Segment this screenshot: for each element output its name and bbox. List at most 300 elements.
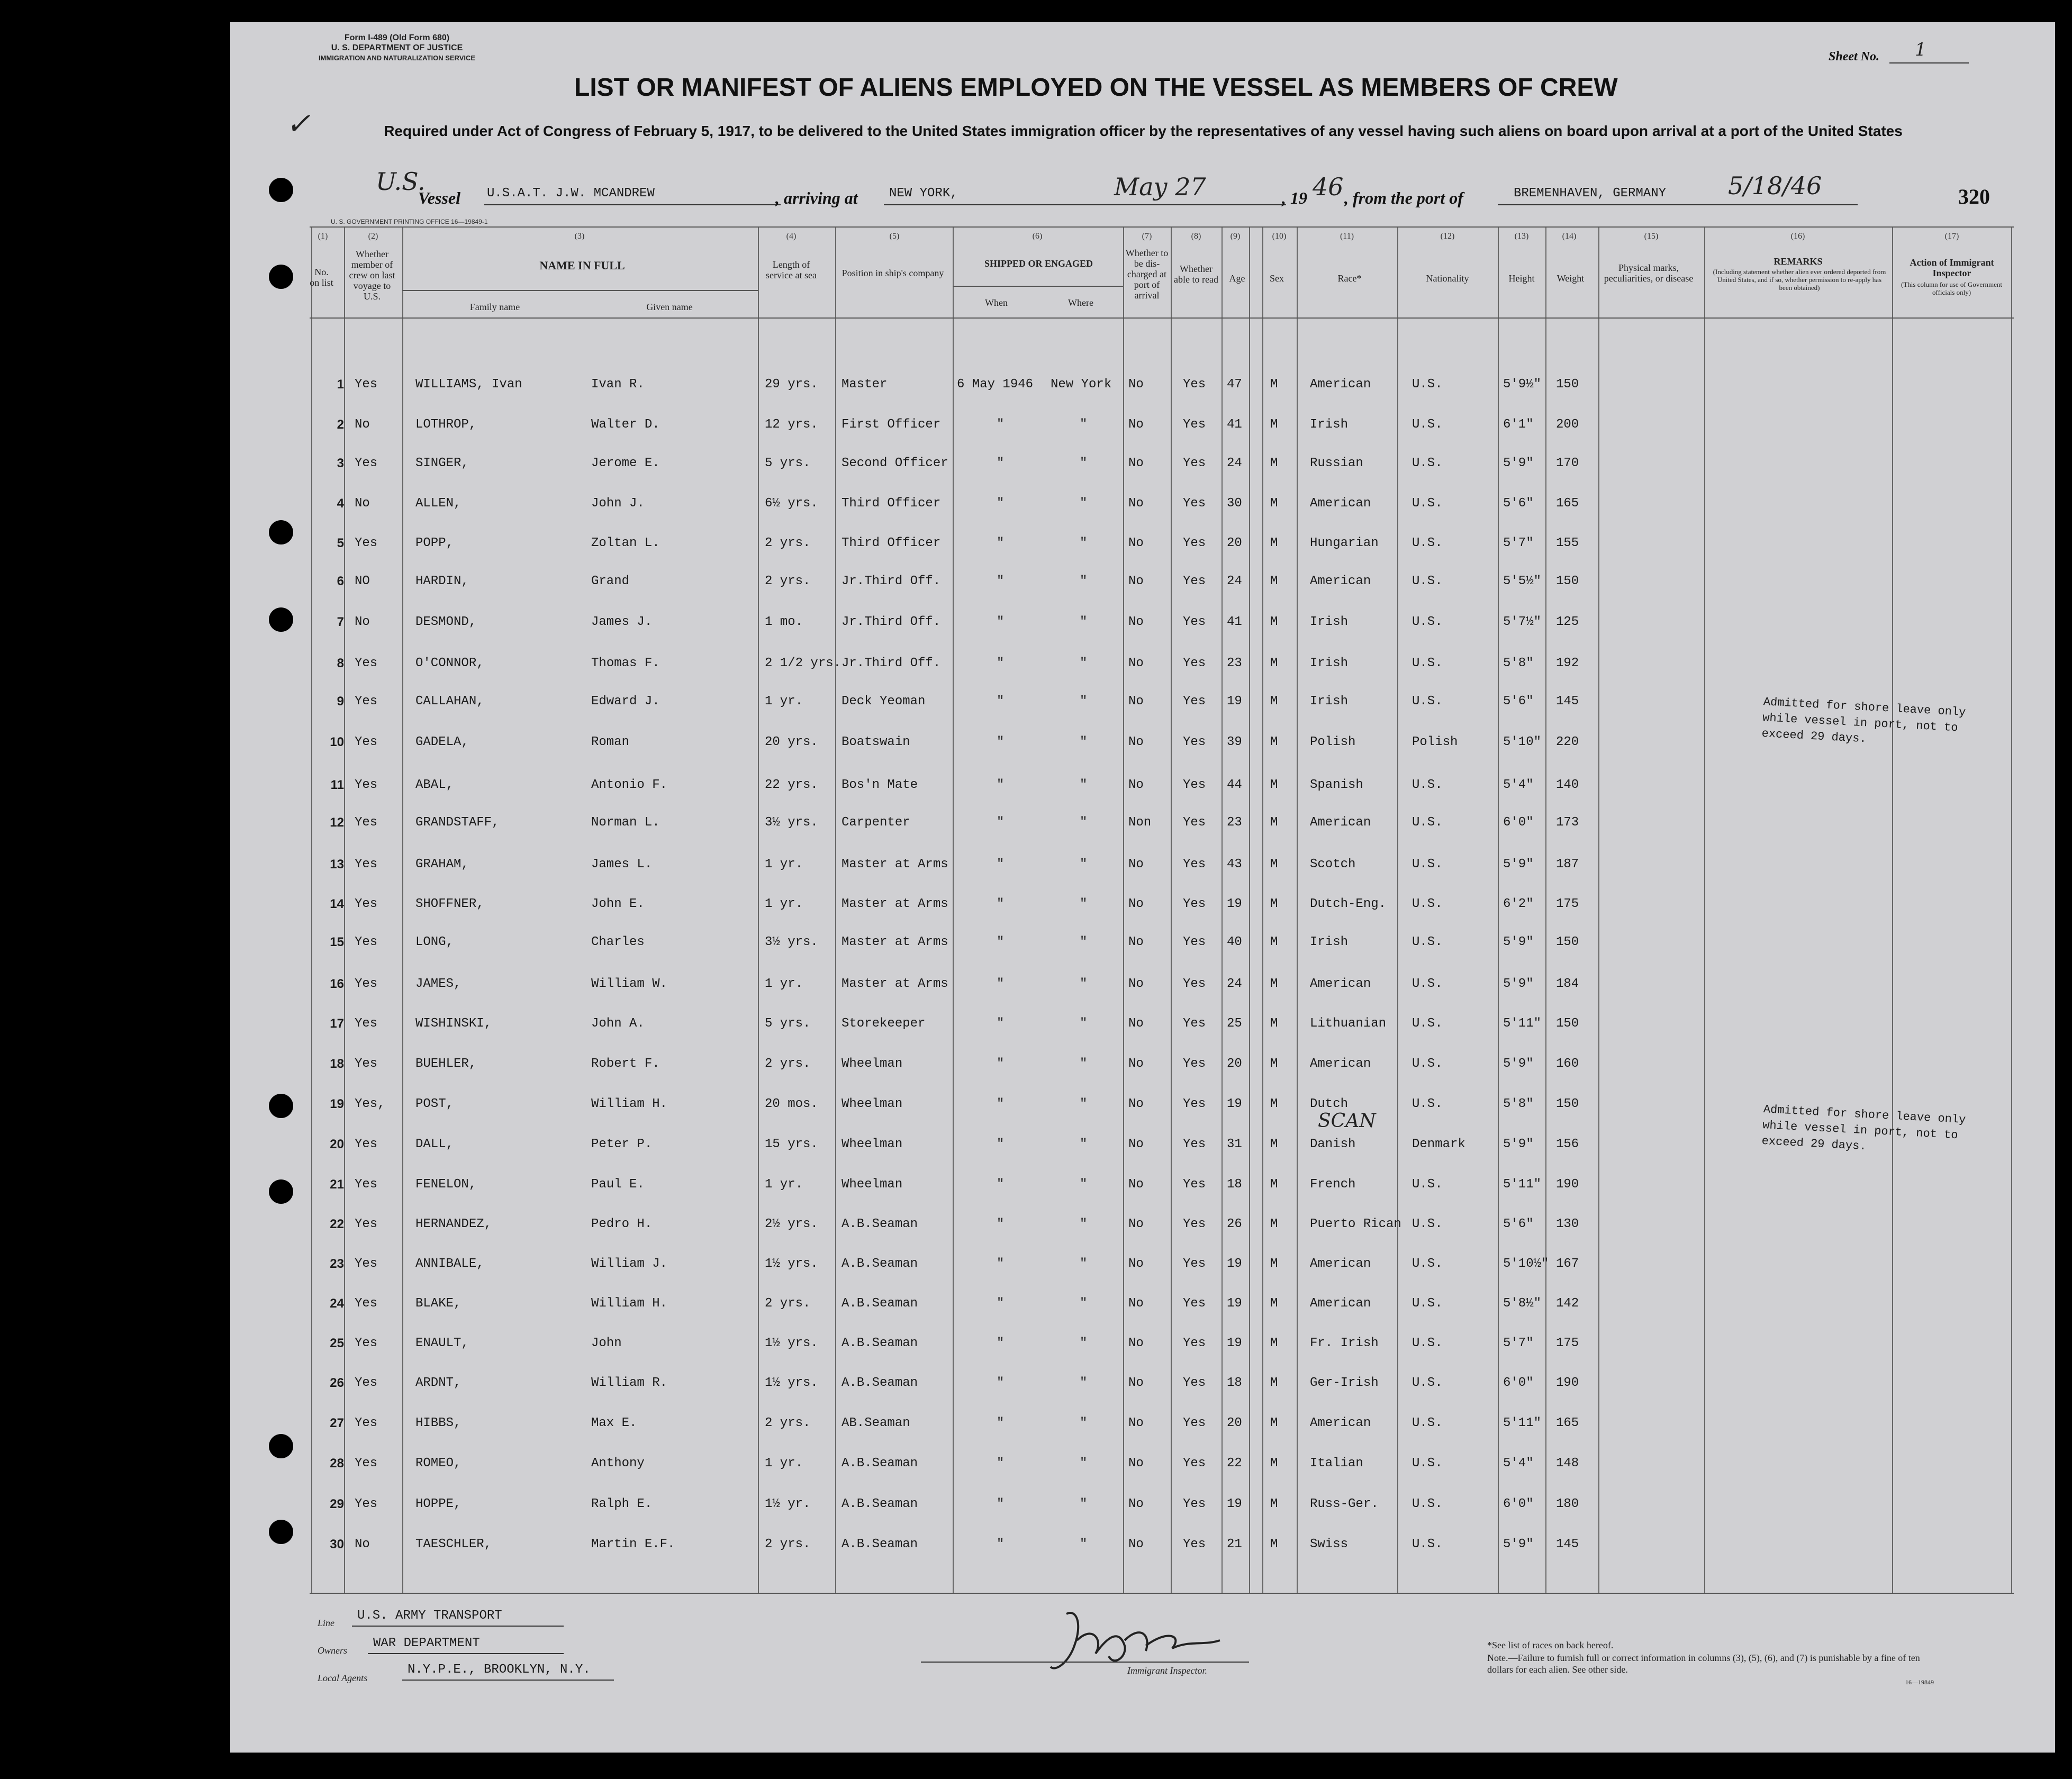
discharged-cell: No [1128, 377, 1144, 392]
weight-cell: 180 [1556, 1497, 1579, 1511]
when-cell: " [997, 1257, 1005, 1271]
discharged-cell: No [1128, 1137, 1144, 1151]
prev-voyage-cell: Yes [355, 857, 378, 872]
nationality-cell: U.S. [1412, 778, 1443, 792]
weight-cell: 167 [1556, 1257, 1579, 1271]
prev-voyage-cell: Yes [355, 536, 378, 550]
weight-cell: 170 [1556, 456, 1579, 470]
family-name-cell: DALL, [415, 1137, 454, 1151]
position-cell: A.B.Seaman [842, 1537, 918, 1551]
footer-agents-label: Local Agents [318, 1673, 368, 1683]
form-code: 16—19849 [1905, 1678, 1934, 1686]
when-cell: " [997, 857, 1005, 872]
column-number: (8) [1191, 232, 1201, 241]
when-cell: " [997, 456, 1005, 470]
given-name-cell: Max E. [591, 1416, 637, 1430]
nationality-cell: U.S. [1412, 496, 1443, 511]
age-cell: 24 [1227, 456, 1242, 470]
position-cell: A.B.Seaman [842, 1456, 918, 1471]
family-name-cell: ENAULT, [415, 1336, 469, 1350]
row-number: 22 [330, 1217, 344, 1231]
sex-cell: M [1270, 417, 1278, 432]
prev-voyage-cell: Yes [355, 815, 378, 830]
height-cell: 5'9" [1503, 456, 1534, 470]
service-length-cell: 3½ yrs. [765, 815, 818, 830]
where-cell: " [1080, 977, 1088, 991]
when-cell: " [997, 1016, 1005, 1031]
age-cell: 43 [1227, 857, 1242, 872]
weight-cell: 165 [1556, 1416, 1579, 1430]
able-read-cell: Yes [1183, 1537, 1206, 1551]
age-cell: 19 [1227, 1097, 1242, 1111]
sex-cell: M [1270, 1057, 1278, 1071]
header-remarks-note: (Including statement whether alien ever ordered deported from United States, and if so, whether permission to re-apply has been obtained) [1713, 268, 1886, 292]
able-read-cell: Yes [1183, 1376, 1206, 1390]
when-cell: 6 May 1946 [957, 377, 1034, 392]
remark-shore-leave-2: Admitted for shore leave only while vessel in port, not to exceed 29 days. [1761, 1103, 1966, 1154]
punch-hole [269, 1179, 293, 1204]
race-cell: Irish [1310, 656, 1349, 670]
nationality-cell: U.S. [1412, 1217, 1443, 1231]
service-length-cell: 2 yrs. [765, 1057, 811, 1071]
discharged-cell: No [1128, 1376, 1144, 1390]
height-cell: 5'6" [1503, 1217, 1534, 1231]
where-cell: " [1080, 496, 1088, 511]
height-cell: 5'4" [1503, 1456, 1534, 1471]
when-cell: " [997, 1217, 1005, 1231]
nationality-cell: U.S. [1412, 1296, 1443, 1311]
sex-cell: M [1270, 1257, 1278, 1271]
weight-cell: 140 [1556, 778, 1579, 792]
header-action: Action of Immigrant Inspector [1910, 257, 1994, 278]
given-name-cell: Charles [591, 935, 645, 949]
able-read-cell: Yes [1183, 1336, 1206, 1350]
position-cell: Second Officer [842, 456, 948, 470]
column-number: (6) [1032, 232, 1043, 241]
family-name-cell: POST, [415, 1097, 454, 1111]
family-name-cell: HOPPE, [415, 1497, 462, 1511]
column-number: (10) [1272, 232, 1287, 241]
weight-cell: 125 [1556, 615, 1579, 629]
row-number: 30 [330, 1537, 344, 1551]
year-handwritten: 46 [1313, 173, 1344, 201]
grid-vertical-line [1598, 226, 1599, 1593]
sheet-number: 1 [1915, 39, 1926, 60]
header-age: Age [1229, 273, 1245, 284]
grid-vertical-line [1498, 226, 1499, 1593]
row-number: 1 [337, 377, 344, 392]
able-read-cell: Yes [1183, 1257, 1206, 1271]
row-number: 24 [330, 1296, 344, 1311]
age-cell: 24 [1227, 977, 1242, 991]
position-cell: Third Officer [842, 536, 941, 550]
able-read-cell: Yes [1183, 536, 1206, 550]
nationality-cell: U.S. [1412, 1177, 1443, 1192]
given-name-cell: William H. [591, 1296, 668, 1311]
sex-cell: M [1270, 1137, 1278, 1151]
family-name-cell: GRANDSTAFF, [415, 815, 500, 830]
row-number: 16 [330, 977, 344, 991]
punch-hole [269, 1520, 293, 1544]
race-cell: Spanish [1310, 778, 1363, 792]
column-number: (17) [1944, 232, 1959, 241]
race-cell: Polish [1310, 735, 1356, 749]
weight-cell: 187 [1556, 857, 1579, 872]
weight-cell: 200 [1556, 417, 1579, 432]
where-cell: " [1080, 815, 1088, 830]
race-cell: Hungarian [1310, 536, 1379, 550]
weight-cell: 150 [1556, 377, 1579, 392]
prev-voyage-cell: Yes [355, 456, 378, 470]
prev-voyage-cell: Yes [355, 1257, 378, 1271]
grid-vertical-line [1171, 226, 1172, 1593]
service-length-cell: 1 yr. [765, 897, 803, 911]
service-length-cell: 29 yrs. [765, 377, 818, 392]
discharged-cell: No [1128, 1057, 1144, 1071]
height-cell: 6'2" [1503, 897, 1534, 911]
punch-hole [269, 1094, 293, 1118]
age-cell: 30 [1227, 496, 1242, 511]
where-cell: " [1080, 1376, 1088, 1390]
weight-cell: 145 [1556, 1537, 1579, 1551]
manifest-title: LIST OR MANIFEST OF ALIENS EMPLOYED ON THE VESSEL AS MEMBERS OF CREW [574, 74, 1618, 102]
nationality-cell: U.S. [1412, 656, 1443, 670]
row-number: 11 [330, 778, 344, 792]
family-name-cell: DESMOND, [415, 615, 477, 629]
race-cell: Russian [1310, 456, 1363, 470]
nationality-cell: U.S. [1412, 456, 1443, 470]
position-cell: Jr.Third Off. [842, 615, 941, 629]
row-number: 4 [337, 496, 344, 511]
department: U. S. DEPARTMENT OF JUSTICE [331, 43, 463, 52]
column-number: (14) [1562, 232, 1577, 241]
arriving-underline [884, 204, 1286, 205]
discharged-cell: No [1128, 417, 1144, 432]
page-number: 320 [1958, 185, 1990, 208]
family-name-cell: SINGER, [415, 456, 469, 470]
race-cell: American [1310, 574, 1371, 588]
able-read-cell: Yes [1183, 1497, 1206, 1511]
sex-cell: M [1270, 1497, 1278, 1511]
height-cell: 6'0" [1503, 1497, 1534, 1511]
age-cell: 39 [1227, 735, 1242, 749]
sex-cell: M [1270, 1537, 1278, 1551]
prev-voyage-cell: Yes [355, 377, 378, 392]
discharged-cell: No [1128, 694, 1144, 709]
where-cell: " [1080, 1057, 1088, 1071]
able-read-cell: Yes [1183, 1097, 1206, 1111]
position-cell: Boatswain [842, 735, 910, 749]
position-cell: Bos'n Mate [842, 778, 918, 792]
race-cell: Ger-Irish [1310, 1376, 1379, 1390]
discharged-cell: No [1128, 456, 1144, 470]
height-cell: 5'5½" [1503, 574, 1542, 588]
prev-voyage-cell: Yes [355, 778, 378, 792]
where-cell: " [1080, 615, 1088, 629]
given-name-cell: Antonio F. [591, 778, 668, 792]
race-cell: Russ-Ger. [1310, 1497, 1379, 1511]
where-cell: " [1080, 1416, 1088, 1430]
discharged-cell: No [1128, 496, 1144, 511]
service-length-cell: 2 yrs. [765, 1537, 811, 1551]
sex-cell: M [1270, 1217, 1278, 1231]
height-cell: 5'6" [1503, 496, 1534, 511]
when-cell: " [997, 778, 1005, 792]
position-cell: A.B.Seaman [842, 1217, 918, 1231]
race-cell: Italian [1310, 1456, 1363, 1471]
row-number: 19 [330, 1097, 344, 1111]
prev-voyage-cell: Yes [355, 1336, 378, 1350]
given-name-cell: Peter P. [591, 1137, 653, 1151]
position-cell: AB.Seaman [842, 1416, 910, 1430]
nationality-cell: U.S. [1412, 1416, 1443, 1430]
discharged-cell: No [1128, 897, 1144, 911]
nationality-cell: U.S. [1412, 615, 1443, 629]
given-name-cell: Edward J. [591, 694, 660, 709]
age-cell: 47 [1227, 377, 1242, 392]
grid-horizontal-line [310, 226, 2014, 228]
discharged-cell: No [1128, 1537, 1144, 1551]
column-number: (5) [889, 232, 900, 241]
discharged-cell: No [1128, 536, 1144, 550]
prev-voyage-cell: Yes [355, 977, 378, 991]
when-cell: " [997, 574, 1005, 588]
sex-cell: M [1270, 615, 1278, 629]
discharged-cell: No [1128, 857, 1144, 872]
nationality-cell: U.S. [1412, 1257, 1443, 1271]
sex-cell: M [1270, 1416, 1278, 1430]
prev-voyage-cell: NO [355, 574, 370, 588]
given-name-cell: Zoltan L. [591, 536, 660, 550]
sex-cell: M [1270, 977, 1278, 991]
height-cell: 5'10" [1503, 735, 1542, 749]
row-number: 14 [330, 897, 344, 911]
weight-cell: 150 [1556, 574, 1579, 588]
sex-cell: M [1270, 1097, 1278, 1111]
discharged-cell: No [1128, 1257, 1144, 1271]
nationality-cell: U.S. [1412, 694, 1443, 709]
discharged-cell: No [1128, 1456, 1144, 1471]
grid-vertical-line [953, 226, 954, 1593]
row-number: 13 [330, 857, 344, 872]
age-cell: 22 [1227, 1456, 1242, 1471]
prev-voyage-cell: Yes [355, 1016, 378, 1031]
given-name-cell: William H. [591, 1097, 668, 1111]
age-cell: 26 [1227, 1217, 1242, 1231]
weight-cell: 130 [1556, 1217, 1579, 1231]
family-name-cell: CALLAHAN, [415, 694, 484, 709]
prev-voyage-cell: Yes [355, 897, 378, 911]
remark-shore-leave-1: Admitted for shore leave only while vessel in port, not to exceed 29 days. [1761, 695, 1966, 746]
able-read-cell: Yes [1183, 1137, 1206, 1151]
prev-voyage-cell: Yes, [355, 1097, 385, 1111]
service-length-cell: 3½ yrs. [765, 935, 818, 949]
check-mark: ✓ [286, 107, 311, 141]
family-name-cell: SHOFFNER, [415, 897, 484, 911]
header-height: Height [1508, 273, 1535, 284]
row-number: 21 [330, 1177, 344, 1192]
column-number: (11) [1340, 232, 1354, 241]
able-read-cell: Yes [1183, 694, 1206, 709]
grid-vertical-line [1892, 226, 1893, 1593]
service-length-cell: 2 yrs. [765, 1296, 811, 1311]
departure-date-handwritten: 5/18/46 [1728, 171, 1822, 200]
service-length-cell: 5 yrs. [765, 1016, 811, 1031]
manifest-subtitle: Required under Act of Congress of February 5, 1917, to be delivered to the United States immigration officer by the representatives of any vessel having such aliens on board upon arrival at a port of the United States [384, 123, 1903, 139]
row-number: 5 [337, 536, 344, 550]
family-name-cell: POPP, [415, 536, 454, 550]
service-length-cell: 20 mos. [765, 1097, 818, 1111]
sheet-number-underline [1889, 62, 1969, 63]
service-length-cell: 22 yrs. [765, 778, 818, 792]
discharged-cell: No [1128, 1016, 1144, 1031]
family-name-cell: JAMES, [415, 977, 462, 991]
prev-voyage-cell: No [355, 1537, 370, 1551]
discharged-cell: No [1128, 1296, 1144, 1311]
row-number: 8 [337, 656, 344, 670]
position-cell: First Officer [842, 417, 941, 432]
height-cell: 5'8½" [1503, 1296, 1542, 1311]
age-cell: 20 [1227, 1416, 1242, 1430]
race-cell: American [1310, 1057, 1371, 1071]
age-cell: 23 [1227, 815, 1242, 830]
column-number: (7) [1142, 232, 1152, 241]
sex-cell: M [1270, 1456, 1278, 1471]
header-position: Position in ship's company [842, 268, 944, 278]
column-number: (2) [368, 232, 378, 241]
able-read-cell: Yes [1183, 656, 1206, 670]
height-cell: 5'9" [1503, 935, 1534, 949]
header-family-name: Family name [469, 302, 520, 312]
grid-vertical-line [1397, 226, 1398, 1593]
given-name-cell: Thomas F. [591, 656, 660, 670]
where-cell: " [1080, 778, 1088, 792]
age-cell: 25 [1227, 1016, 1242, 1031]
when-cell: " [997, 417, 1005, 432]
punch-hole [269, 520, 293, 544]
prev-voyage-cell: Yes [355, 935, 378, 949]
sex-cell: M [1270, 1177, 1278, 1192]
form-number: Form I-489 (Old Form 680) [344, 33, 450, 42]
column-number: (4) [786, 232, 797, 241]
where-cell: " [1080, 456, 1088, 470]
service-length-cell: 1½ yrs. [765, 1376, 818, 1390]
where-cell: " [1080, 1456, 1088, 1471]
height-cell: 5'7½" [1503, 615, 1542, 629]
height-cell: 5'9" [1503, 1537, 1534, 1551]
when-cell: " [997, 1177, 1005, 1192]
able-read-cell: Yes [1183, 857, 1206, 872]
nationality-cell: U.S. [1412, 1497, 1443, 1511]
when-cell: " [997, 1097, 1005, 1111]
height-cell: 5'9½" [1503, 377, 1542, 392]
sex-cell: M [1270, 735, 1278, 749]
where-cell: " [1080, 536, 1088, 550]
when-cell: " [997, 815, 1005, 830]
age-cell: 18 [1227, 1177, 1242, 1192]
race-cell: American [1310, 496, 1371, 511]
discharged-cell: No [1128, 1416, 1144, 1430]
family-name-cell: GADELA, [415, 735, 469, 749]
when-cell: " [997, 1057, 1005, 1071]
where-cell: " [1080, 1217, 1088, 1231]
service-length-cell: 1 yr. [765, 1177, 803, 1192]
grid-vertical-line [1123, 226, 1124, 1593]
height-cell: 6'0" [1503, 1376, 1534, 1390]
arriving-label: , arriving at [775, 188, 858, 207]
race-cell: Puerto Rican [1310, 1217, 1401, 1231]
when-cell: " [997, 897, 1005, 911]
age-cell: 31 [1227, 1137, 1242, 1151]
race-cell: Swiss [1310, 1537, 1349, 1551]
able-read-cell: Yes [1183, 735, 1206, 749]
grid-vertical-line [402, 226, 403, 1593]
when-cell: " [997, 1296, 1005, 1311]
when-cell: " [997, 1376, 1005, 1390]
when-cell: " [997, 1497, 1005, 1511]
footer-owners-label: Owners [318, 1645, 348, 1656]
nationality-cell: U.S. [1412, 857, 1443, 872]
age-cell: 41 [1227, 417, 1242, 432]
able-read-cell: Yes [1183, 778, 1206, 792]
row-number: 20 [330, 1137, 344, 1151]
service-length-cell: 2 yrs. [765, 574, 811, 588]
race-cell: Irish [1310, 694, 1349, 709]
prev-voyage-cell: Yes [355, 1376, 378, 1390]
row-number: 18 [330, 1057, 344, 1071]
service-length-cell: 1½ yr. [765, 1497, 811, 1511]
family-name-cell: WISHINSKI, [415, 1016, 492, 1031]
age-cell: 19 [1227, 1497, 1242, 1511]
where-cell: " [1080, 857, 1088, 872]
header-weight: Weight [1557, 273, 1585, 284]
weight-cell: 142 [1556, 1296, 1579, 1311]
prev-voyage-cell: Yes [355, 1137, 378, 1151]
discharged-cell: No [1128, 574, 1144, 588]
nationality-cell: U.S. [1412, 1456, 1443, 1471]
race-cell: Dutch-Eng. [1310, 897, 1387, 911]
sex-cell: M [1270, 536, 1278, 550]
family-name-cell: LONG, [415, 935, 454, 949]
row-number: 26 [330, 1376, 344, 1390]
year-prefix: , 19 [1282, 188, 1307, 207]
from-port: BREMENHAVEN, GERMANY [1514, 186, 1667, 201]
grid-vertical-line [1704, 226, 1705, 1593]
discharged-cell: No [1128, 778, 1144, 792]
header-shipped-engaged: SHIPPED OR ENGAGED [984, 258, 1093, 269]
race-cell: Fr. Irish [1310, 1336, 1379, 1350]
row-number: 10 [330, 735, 344, 749]
discharged-cell: No [1128, 656, 1144, 670]
able-read-cell: Yes [1183, 377, 1206, 392]
row-number: 29 [330, 1497, 344, 1511]
prev-voyage-cell: Yes [355, 1177, 378, 1192]
age-cell: 19 [1227, 694, 1242, 709]
height-cell: 5'11" [1503, 1177, 1542, 1192]
able-read-cell: Yes [1183, 1456, 1206, 1471]
nationality-cell: U.S. [1412, 574, 1443, 588]
nationality-cell: U.S. [1412, 815, 1443, 830]
height-cell: 5'8" [1503, 656, 1534, 670]
from-port-underline [1498, 204, 1858, 205]
arrival-date-handwritten: May 27 [1114, 173, 1206, 201]
when-cell: " [997, 1137, 1005, 1151]
age-cell: 20 [1227, 536, 1242, 550]
grid-vertical-line [1262, 226, 1263, 1593]
family-name-cell: ABAL, [415, 778, 454, 792]
able-read-cell: Yes [1183, 1217, 1206, 1231]
penalty-note: Note.—Failure to furnish full or correct information in columns (3), (5), (6), and (7) is punishable by a fine of ten dollars for each alien. See other side. [1487, 1653, 1920, 1675]
